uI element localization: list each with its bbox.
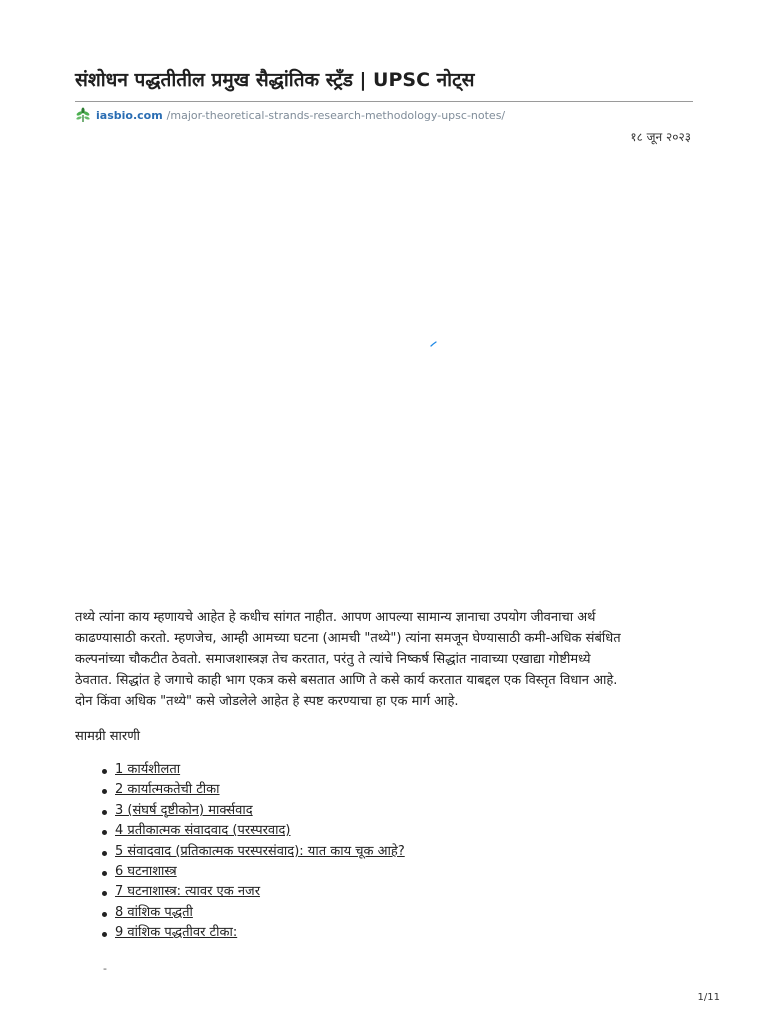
page-number: 1/11 xyxy=(697,992,720,1003)
toc-item xyxy=(75,842,405,862)
publish-date: १८ जून २०२३ xyxy=(630,130,691,144)
source-url[interactable] xyxy=(75,106,505,124)
toc-item xyxy=(75,760,405,780)
toc-link[interactable]: 6 घटनाशास्त्र xyxy=(115,863,177,879)
toc-link[interactable]: 3 (संघर्ष दृष्टीकोन) मार्क्सवाद xyxy=(115,802,253,818)
loading-spinner-icon xyxy=(430,340,438,348)
page-title: संशोधन पद्धतीतील प्रमुख सैद्धांतिक स्ट्रँड | UPSC नोट्स xyxy=(75,69,475,91)
toc-item xyxy=(75,923,405,943)
toc-item xyxy=(75,801,405,821)
paragraph-line: दोन किंवा अधिक "तथ्ये" कसे जोडलेले आहेत हे स्पष्ट करण्याचा हा एक मार्ग आहे. xyxy=(75,694,459,709)
paragraph-line: ठेवतात. सिद्धांत हे जगाचे काही भाग एकत्र कसे बसतात आणि ते कसे कार्य करतात याबद्दल एक विस्तृत विधान आहे. xyxy=(75,673,618,688)
toc-link[interactable]: 2 कार्यात्मकतेची टीका xyxy=(115,782,220,798)
trailing-mark: - xyxy=(103,962,107,975)
title-divider xyxy=(75,101,693,102)
paragraph-line: काढण्यासाठी करतो. म्हणजेच, आम्ही आमच्या घटना (आमची "तथ्ये") त्यांना समजून घेण्यासाठी कमी-अधिक संबंधित xyxy=(75,631,621,646)
toc-item xyxy=(75,780,405,800)
toc-item xyxy=(75,903,405,923)
intro-paragraph xyxy=(75,607,695,712)
toc-link[interactable]: 5 संवादवाद (प्रतिकात्मक परस्परसंवाद): यात काय चूक आहे? xyxy=(115,843,405,859)
paragraph-line: कल्पनांच्या चौकटीत ठेवतो. समाजशास्त्रज्ञ तेच करतात, परंतु ते त्यांचे निष्कर्ष सिद्धांत नावाच्या एखाद्या गोष्टीमध्ये xyxy=(75,652,591,667)
toc-link[interactable]: 1 कार्यशीलता xyxy=(115,762,181,777)
toc-heading: सामग्री सारणी xyxy=(75,729,140,744)
source-path[interactable]: /major-theoretical-strands-research-methodology-upsc-notes/ xyxy=(166,108,506,122)
toc-link[interactable]: 8 वांशिक पद्धती xyxy=(115,904,193,920)
toc-link[interactable]: 7 घटनाशास्त्र: त्यावर एक नजर xyxy=(115,884,261,900)
paragraph-line: तथ्ये त्यांना काय म्हणायचे आहेत हे कधीच सांगत नाहीत. आपण आपल्या सामान्य ज्ञानाचा उपयोग जीवनाचा अर्थ xyxy=(75,610,596,625)
iasbio-leaf-logo-icon xyxy=(75,107,91,123)
source-site[interactable]: iasbio.com xyxy=(96,108,163,122)
toc-link[interactable]: 9 वांशिक पद्धतीवर टीका: xyxy=(115,925,238,941)
table-of-contents xyxy=(75,760,405,944)
toc-item xyxy=(75,882,405,902)
toc-item xyxy=(75,821,405,841)
toc-item xyxy=(75,862,405,882)
toc-link[interactable]: 4 प्रतीकात्मक संवादवाद (परस्परवाद) xyxy=(115,823,291,839)
